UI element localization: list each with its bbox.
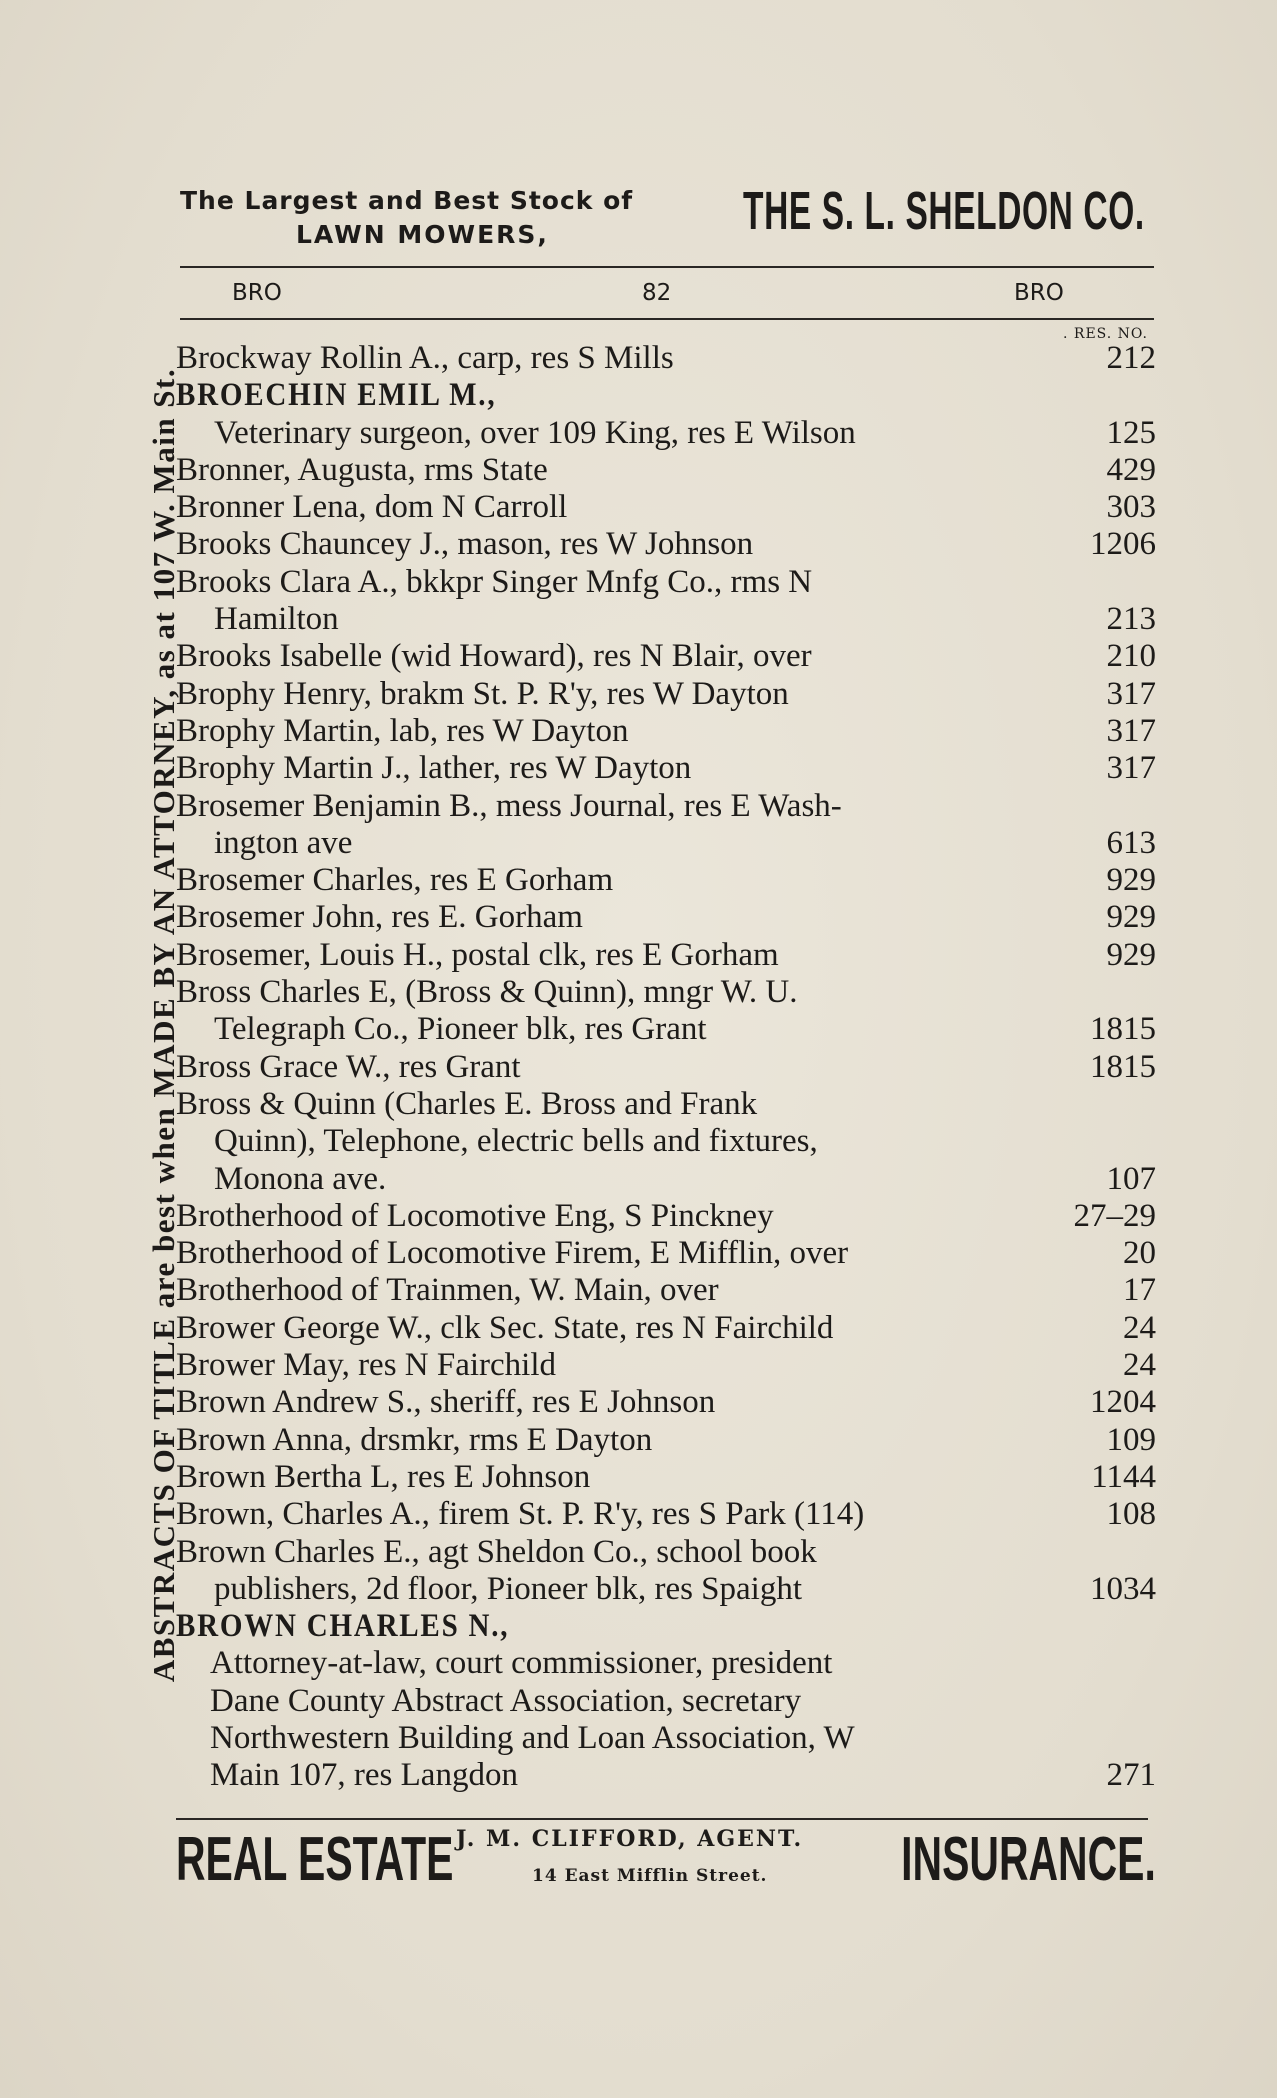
entry-text: Brooks Clara A., bkkpr Singer Mnfg Co., rms N <box>176 563 813 600</box>
directory-entry <box>176 340 1156 377</box>
entry-residence-number: 929 <box>1106 899 1156 936</box>
entry-text: Brotherhood of Locomotive Eng, S Pinckney <box>176 1197 774 1234</box>
directory-entry <box>176 937 1156 974</box>
entry-text: Attorney-at-law, court commissioner, president <box>210 1645 833 1682</box>
header-ad-line2: LAWN MOWERS, <box>296 220 549 249</box>
entry-residence-number: 1815 <box>1090 1048 1156 1085</box>
entry-text: Brown Andrew S., sheriff, res E Johnson <box>176 1384 716 1421</box>
entry-residence-number: 24 <box>1123 1347 1156 1384</box>
running-head-left: BRO <box>232 280 282 306</box>
entry-residence-number: 125 <box>1106 414 1156 451</box>
entry-text: Brophy Henry, brakm St. P. R'y, res W Dayton <box>176 675 789 712</box>
header-rule-bottom <box>180 318 1154 320</box>
entry-text: Brown Charles E., agt Sheldon Co., school book <box>176 1533 817 1570</box>
directory-entry <box>176 1422 1156 1459</box>
entry-text: Brosemer Benjamin B., mess Journal, res E Wash- <box>176 787 842 824</box>
footer-real-estate: REAL ESTATE <box>176 1825 454 1894</box>
entry-text: Brower George W., clk Sec. State, res N Fairchild <box>176 1309 834 1346</box>
directory-listing <box>176 340 1156 1795</box>
entry-text: BROECHIN EMIL M., <box>176 377 497 414</box>
entry-residence-number: 107 <box>1106 1160 1156 1197</box>
entry-residence-number: 1144 <box>1091 1458 1156 1495</box>
directory-entry <box>176 750 1156 787</box>
directory-entry <box>176 713 1156 750</box>
directory-entry <box>176 1011 1156 1048</box>
entry-text: Brockway Rollin A., carp, res S Mills <box>176 340 674 376</box>
entry-text: Brown Bertha L, res E Johnson <box>176 1458 591 1495</box>
directory-entry <box>176 1459 1156 1496</box>
entry-text: Brotherhood of Trainmen, W. Main, over <box>176 1272 719 1309</box>
directory-entry <box>176 1384 1156 1421</box>
entry-residence-number: 317 <box>1106 675 1156 712</box>
entry-text: Brophy Martin J., lather, res W Dayton <box>176 750 692 787</box>
entry-residence-number: 27–29 <box>1073 1197 1156 1234</box>
entry-text: ington ave <box>214 824 353 861</box>
entry-heading <box>176 1608 1156 1645</box>
entry-residence-number: 1034 <box>1090 1570 1156 1607</box>
directory-entry <box>176 564 1156 601</box>
side-advertisement: ABSTRACTS OF TITLE are best when MADE BY AN ATTORNEY, as at 107 W. Main St. <box>146 367 181 1683</box>
running-head-right: BRO <box>1014 280 1064 306</box>
entry-text: Bross Grace W., res Grant <box>176 1048 521 1085</box>
directory-entry <box>176 452 1156 489</box>
entry-text: Monona ave. <box>214 1160 387 1197</box>
directory-entry <box>176 638 1156 675</box>
entry-text: Veterinary surgeon, over 109 King, res E Wilson <box>214 414 856 451</box>
entry-residence-number: 317 <box>1106 712 1156 749</box>
entry-text: BROWN CHARLES N., <box>176 1608 510 1645</box>
directory-entry <box>176 1086 1156 1123</box>
entry-residence-number: 17 <box>1123 1272 1156 1309</box>
entry-residence-number: 24 <box>1123 1309 1156 1346</box>
footer-insurance: INSURANCE. <box>901 1825 1156 1894</box>
directory-entry <box>176 1272 1156 1309</box>
directory-entry <box>176 1757 1156 1794</box>
entry-text: Bross Charles E, (Bross & Quinn), mngr W. U. <box>176 974 798 1011</box>
entry-residence-number: 1204 <box>1090 1384 1156 1421</box>
residence-number-label: . RES. NO. <box>1063 326 1149 342</box>
directory-entry <box>176 1720 1156 1757</box>
directory-entry <box>176 1161 1156 1198</box>
entry-text: Brower May, res N Fairchild <box>176 1347 557 1384</box>
directory-entry <box>176 1310 1156 1347</box>
entry-text: Bronner, Augusta, rms State <box>176 451 548 488</box>
entry-text: Brosemer John, res E. Gorham <box>176 899 583 936</box>
entry-text: Brophy Martin, lab, res W Dayton <box>176 712 629 749</box>
entry-residence-number: 429 <box>1106 451 1156 488</box>
header-rule-top <box>180 266 1154 268</box>
entry-residence-number: 109 <box>1106 1421 1156 1458</box>
directory-entry <box>176 1049 1156 1086</box>
directory-entry <box>176 489 1156 526</box>
directory-entry <box>176 825 1156 862</box>
directory-entry <box>176 1571 1156 1608</box>
header-ad-company: THE S. L. SHELDON CO. <box>743 181 1145 241</box>
footer-advertisement <box>176 1818 1156 1898</box>
entry-text: Brosemer, Louis H., postal clk, res E Gorham <box>176 936 779 973</box>
directory-entry <box>176 862 1156 899</box>
header-ad-line1: The Largest and Best Stock of <box>180 186 634 215</box>
entry-text: Brotherhood of Locomotive Firem, E Mifflin, over <box>176 1235 849 1272</box>
entry-text: Hamilton <box>214 601 339 638</box>
directory-entry <box>176 1235 1156 1272</box>
directory-entry <box>176 526 1156 563</box>
directory-entry <box>176 1198 1156 1235</box>
entry-heading <box>176 377 1156 414</box>
entry-text: Brooks Chauncey J., mason, res W Johnson <box>176 526 754 563</box>
directory-entry <box>176 1123 1156 1160</box>
entry-residence-number: 20 <box>1123 1235 1156 1272</box>
entry-residence-number: 613 <box>1106 824 1156 861</box>
entry-residence-number: 212 <box>1106 340 1156 376</box>
directory-entry <box>176 1645 1156 1682</box>
entry-text: Telegraph Co., Pioneer blk, res Grant <box>214 1011 707 1048</box>
footer-address: 14 East Mifflin Street. <box>532 1866 768 1886</box>
entry-text: Bross & Quinn (Charles E. Bross and Frank <box>176 1085 758 1122</box>
entry-text: Bronner Lena, dom N Carroll <box>176 489 568 526</box>
directory-entry <box>176 899 1156 936</box>
directory-entry <box>176 676 1156 713</box>
entry-residence-number: 271 <box>1106 1757 1156 1794</box>
entry-text: Brown Anna, drsmkr, rms E Dayton <box>176 1421 653 1458</box>
entry-text: Quinn), Telephone, electric bells and fixtures, <box>214 1123 818 1160</box>
entry-residence-number: 303 <box>1106 489 1156 526</box>
entry-text: Main 107, res Langdon <box>210 1757 518 1794</box>
directory-entry <box>176 601 1156 638</box>
directory-entry <box>176 1683 1156 1720</box>
entry-residence-number: 213 <box>1106 601 1156 638</box>
directory-entry <box>176 1534 1156 1571</box>
entry-residence-number: 1206 <box>1090 526 1156 563</box>
footer-agent: J. M. CLIFFORD, AGENT. <box>456 1826 804 1852</box>
directory-entry <box>176 1496 1156 1533</box>
entry-residence-number: 210 <box>1106 638 1156 675</box>
entry-text: publishers, 2d floor, Pioneer blk, res Spaight <box>214 1570 803 1607</box>
page-number: 82 <box>642 280 672 306</box>
entry-residence-number: 1815 <box>1090 1011 1156 1048</box>
header-advertisement <box>180 180 1160 250</box>
entry-text: Brown, Charles A., firem St. P. R'y, res S Park (114) <box>176 1496 865 1533</box>
directory-entry <box>176 788 1156 825</box>
entry-residence-number: 929 <box>1106 862 1156 899</box>
directory-entry <box>176 1347 1156 1384</box>
entry-residence-number: 929 <box>1106 936 1156 973</box>
entry-residence-number: 317 <box>1106 750 1156 787</box>
entry-text: Dane County Abstract Association, secretary <box>210 1682 802 1719</box>
directory-entry <box>176 974 1156 1011</box>
entry-residence-number: 108 <box>1106 1496 1156 1533</box>
entry-text: Northwestern Building and Loan Association, W <box>210 1719 855 1756</box>
directory-entry <box>176 415 1156 452</box>
entry-text: Brooks Isabelle (wid Howard), res N Blair, over <box>176 638 812 675</box>
entry-text: Brosemer Charles, res E Gorham <box>176 862 614 899</box>
